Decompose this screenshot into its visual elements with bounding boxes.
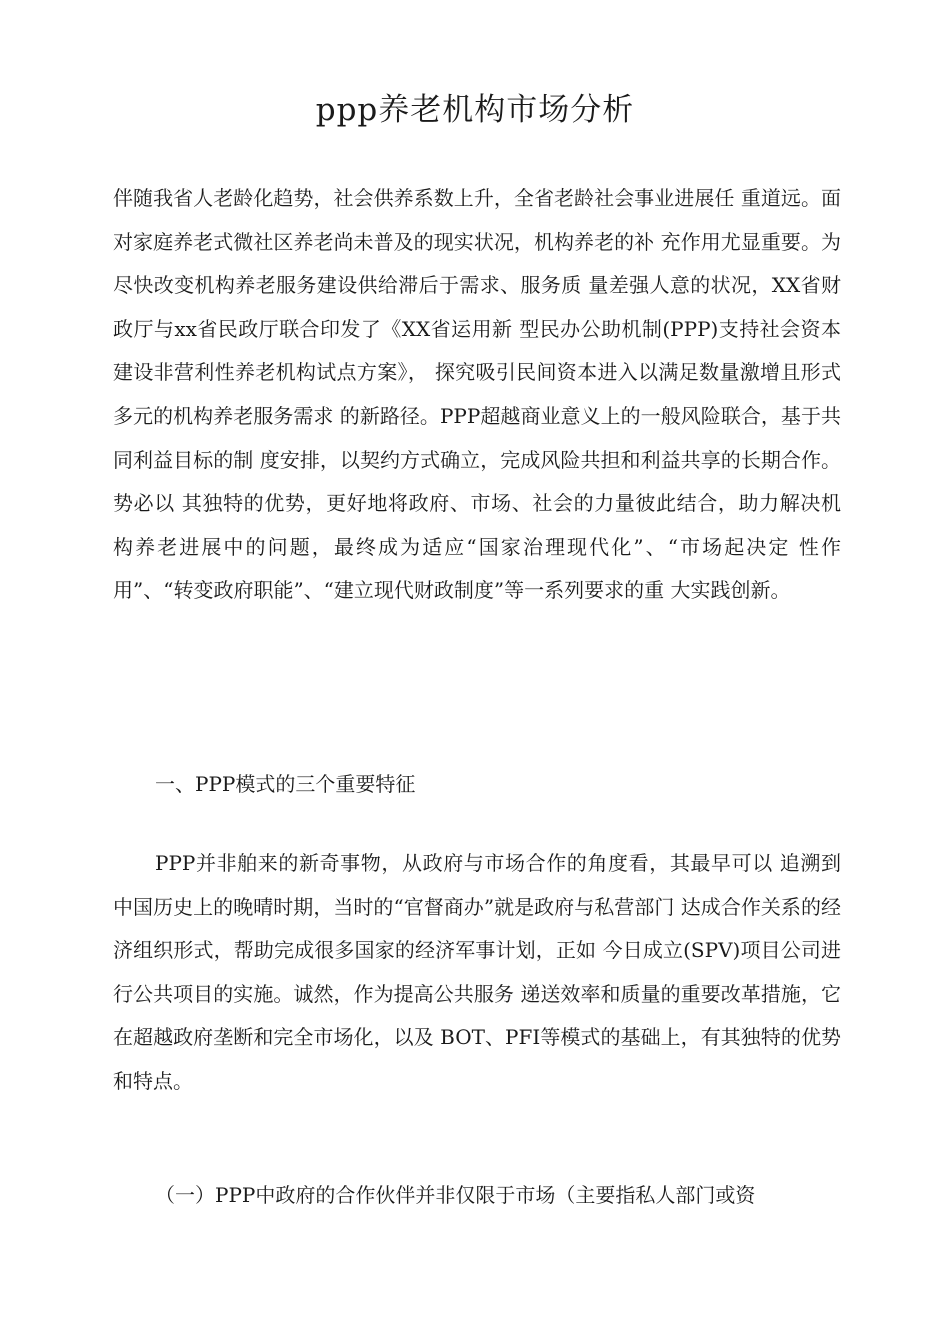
- document-title: ppp养老机构市场分析: [315, 92, 635, 128]
- section-heading: 一、PPP模式的三个重要特征: [155, 772, 416, 796]
- history-paragraph: PPP并非舶来的新奇事物，从政府与市场合作的角度看，其最早可以 追溯到中国历史上的晚晴时期，当时的“官督商办”就是政府与私营部门 达成合作关系的经济组织形式，帮助完成很多国家的经济军事计划，正如 今日成立(SPV)项目公司进行公共项目的实施。诚然，作为提高公共服务 递送效率和质量的重要改革措施，它在超越政府垄断和完全市场化，以及 BOT、PFI等模式的基础上，有其独特的优势和特点。: [113, 851, 841, 1093]
- intro-paragraph: 伴随我省人老龄化趋势，社会供养系数上升，全省老龄社会事业进展任 重道远。面对家庭养老式微社区养老尚未普及的现实状况，机构养老的补 充作用尤显重要。为尽快改变机构养老服务建设供给滞后于需求、服务质 量差强人意的状况，XX省财政厅与xx省民政厅联合印发了《XX省运用新 型民办公助机制(PPP)支持社会资本建设非营利性养老机构试点方案》， 探究吸引民间资本进入以满足数量激增且形式多元的机构养老服务需求 的新路径。PPP超越商业意义上的一般风险联合，基于共同利益目标的制 度安排，以契约方式确立，完成风险共担和利益共享的长期合作。势必以 其独特的优势，更好地将政府、市场、社会的力量彼此结合，助力解决机 构养老进展中的问题，最终成为适应“国家治理现代化”、“市场起决定 性作用”、“转变政府职能”、“建立现代财政制度”等一系列要求的重 大实践创新。: [113, 186, 841, 603]
- subsection-paragraph: （一）PPP中政府的合作伙伴并非仅限于市场（主要指私人部门或资: [155, 1183, 756, 1207]
